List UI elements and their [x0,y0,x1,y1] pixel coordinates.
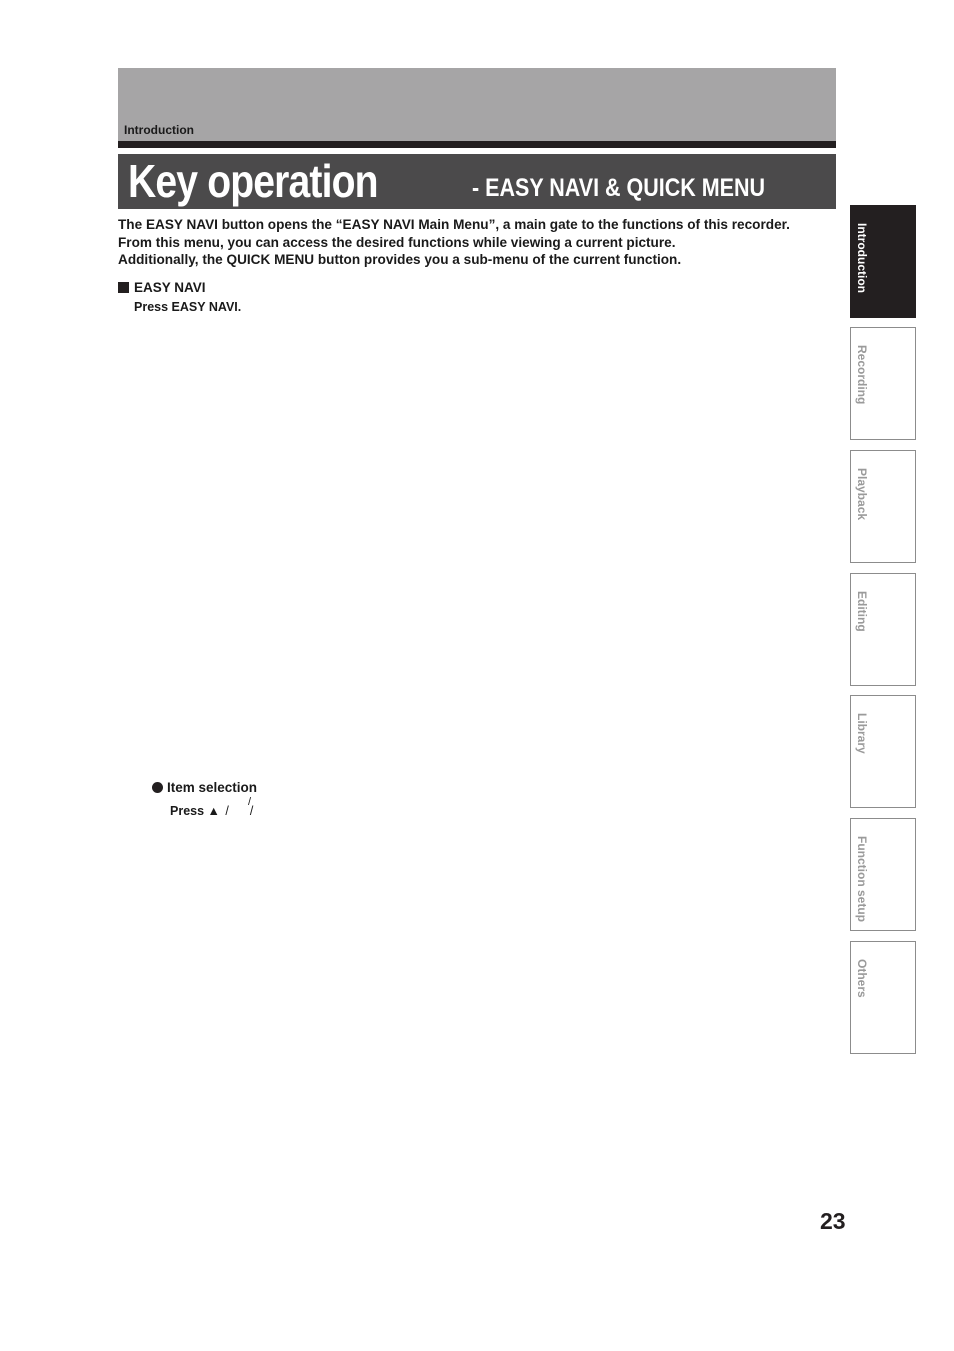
easy-navi-heading-text: EASY NAVI [134,280,206,295]
tab-label: Introduction [855,223,869,293]
intro-line-1: The EASY NAVI button opens the “EASY NAVI Main Menu”, a main gate to the functions of this recorder. [118,217,790,232]
easy-navi-instruction: Press EASY NAVI. [134,300,242,314]
tab-label: Playback [855,468,869,521]
tab-others[interactable] [850,941,916,1054]
separator: / [225,804,229,818]
up-arrow-icon: ▲ [207,804,220,818]
tab-playback[interactable] [850,450,916,563]
tab-label: Editing [855,591,869,632]
section-label: Introduction [124,123,194,137]
tab-library[interactable] [850,695,916,808]
tab-editing[interactable] [850,573,916,686]
page-title: Key operation [128,155,378,207]
tab-label: Recording [855,345,869,405]
square-bullet-icon [118,282,129,293]
intro-line-3: Additionally, the QUICK MENU button provides you a sub-menu of the current function. [118,252,682,267]
tab-label: Others [855,959,869,998]
item-selection-instruction [170,804,255,818]
page-subtitle: - EASY NAVI & QUICK MENU [472,174,766,202]
separator: / [249,804,254,818]
intro-line-2: From this menu, you can access the desired functions while viewing a current picture. [118,234,676,250]
easy-navi-heading [118,280,206,295]
tab-recording[interactable] [850,327,916,440]
tab-label: Library [855,713,869,754]
tab-function-setup[interactable] [850,818,916,931]
intro-paragraph [118,216,838,269]
press-label: Press [170,804,205,818]
slash-mark: / [248,796,252,808]
header-band [118,68,836,141]
title-bar [118,154,836,209]
header-rule [118,141,836,148]
circle-bullet-icon [152,782,163,793]
item-selection-heading-text: Item selection [167,780,258,795]
item-selection-heading [152,780,257,795]
tab-label: Function setup [855,836,869,922]
tab-introduction[interactable] [850,205,916,318]
page-number: 23 [820,1208,846,1234]
